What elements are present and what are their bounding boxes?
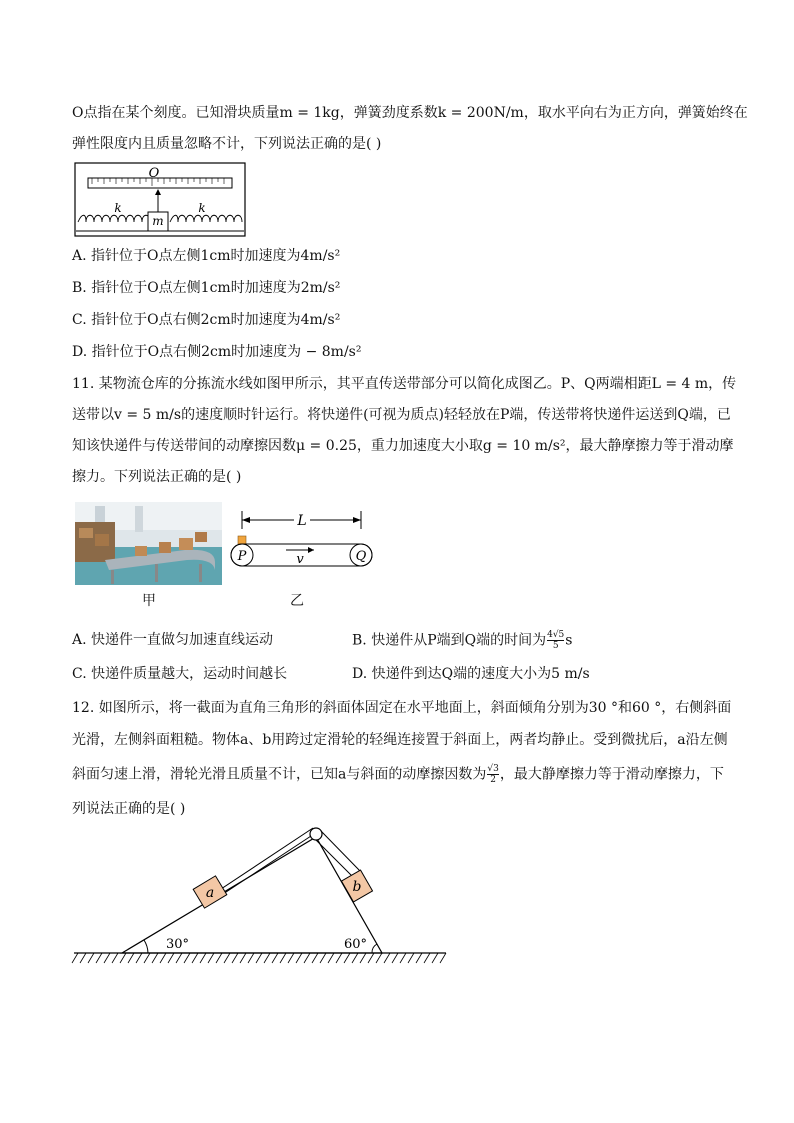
o-label: O	[148, 166, 160, 181]
block-a-label: a	[205, 885, 215, 901]
angle-right-label: 60°	[344, 937, 368, 952]
q12-line2: 光滑，左侧斜面粗糙。物体a、b用跨过定滑轮的轻绳连接置于斜面上，两者均静止。受到微扰后，a沿左侧	[72, 732, 728, 748]
caption-right: 乙	[290, 593, 304, 609]
block-b-label: b	[352, 879, 362, 895]
q11-option-b-unit: s	[565, 632, 573, 649]
q10-option-d: D. 指针位于O点右侧2cm时加速度为 − 8m/s²	[72, 344, 362, 360]
q11-option-c: C. 快递件质量越大，运动时间越长	[72, 666, 288, 682]
q11-option-a: A. 快递件一直做匀加速直线运动	[72, 632, 274, 648]
q10-line1: O点指在某个刻度。已知滑块质量m = 1kg，弹簧劲度系数k = 200N/m，取水平向右为正方向，弹簧始终在	[72, 105, 748, 121]
q12-fraction-denominator: 2	[490, 775, 496, 785]
q12-fraction-numerator: √3	[487, 764, 499, 774]
fraction-numerator: 4√5	[547, 630, 565, 640]
k-right-label: k	[198, 201, 206, 215]
q12-line4: 列说法正确的是( )	[72, 801, 186, 817]
incline-pulley-figure	[70, 822, 450, 970]
q11-line1: 11. 某物流仓库的分拣流水线如图甲所示，其平直传送带部分可以简化成图乙。P、Q两端相距L = 4 m，传	[72, 376, 737, 392]
q11-option-b-text: B. 快递件从P端到Q端的时间为	[352, 632, 547, 649]
q10-option-b: B. 指针位于O点左侧1cm时加速度为2m/s²	[72, 280, 341, 296]
q12-line1: 12. 如图所示，将一截面为直角三角形的斜面体固定在水平地面上，斜面倾角分别为30 °和60 °，右侧斜面	[72, 700, 732, 716]
q12-line3-start: 斜面匀速上滑，滑轮光滑且质量不计，已知a与斜面的动摩擦因数为	[72, 766, 487, 783]
length-label: L	[297, 513, 307, 529]
q11-line3: 知该快递件与传送带间的动摩擦因数μ = 0.25，重力加速度大小取g = 10 m/s²，最大静摩擦力等于滑动摩	[72, 438, 734, 454]
q10-option-c: C. 指针位于O点右侧2cm时加速度为4m/s²	[72, 312, 341, 328]
m-label: m	[152, 214, 164, 228]
right-spring	[170, 215, 242, 222]
q11-option-b	[352, 630, 572, 651]
k-left-label: k	[114, 201, 122, 215]
caption-left: 甲	[142, 593, 156, 609]
warehouse-photo	[75, 502, 222, 585]
q10-line2: 弹性限度内且质量忽略不计，下列说法正确的是( )	[72, 136, 382, 152]
q11-option-d: D. 快递件到达Q端的速度大小为5 m/s	[352, 666, 590, 682]
fraction-denominator: 5	[552, 641, 559, 651]
q12-line3	[72, 764, 724, 785]
incline-triangle	[122, 837, 382, 953]
q10-option-a: A. 指针位于O点左侧1cm时加速度为4m/s²	[72, 248, 341, 264]
q12-friction-fraction	[487, 764, 498, 785]
pulley	[310, 828, 322, 840]
q11-option-b-fraction	[547, 630, 564, 651]
left-spring	[78, 215, 150, 222]
spring-accelerometer-figure	[74, 162, 246, 238]
package-box	[238, 536, 246, 544]
p-label: P	[237, 549, 247, 564]
conveyor-diagram	[228, 507, 378, 571]
angle-left-label: 30°	[166, 937, 190, 952]
q11-line2: 送带以v = 5 m/s的速度顺时针运行。将快递件(可视为质点)轻轻放在P端，传送带将快递件运送到Q端，已	[72, 407, 731, 423]
q-label: Q	[355, 549, 367, 564]
v-label: v	[296, 552, 304, 567]
q12-line3-end: ，最大静摩擦力等于滑动摩擦力，下	[499, 766, 724, 783]
q11-line4: 擦力。下列说法正确的是( )	[72, 469, 242, 485]
